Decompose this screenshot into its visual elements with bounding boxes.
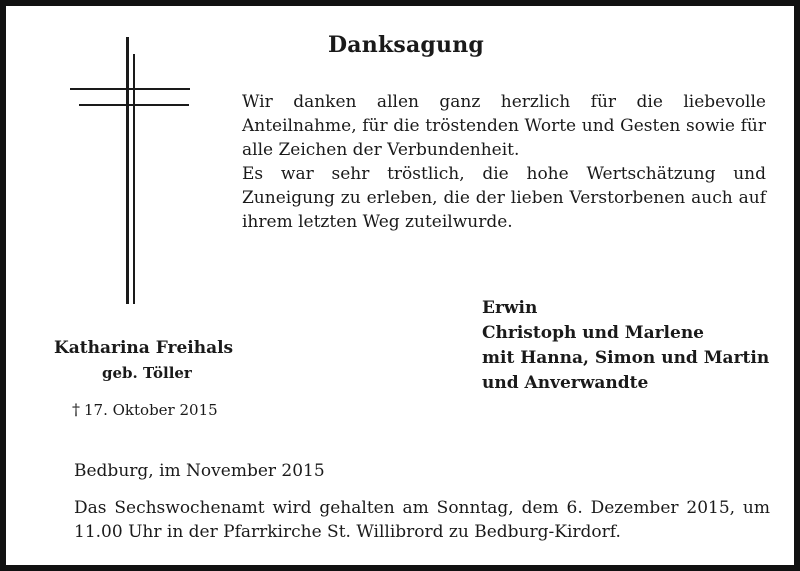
cross-vertical-bar-thin	[133, 54, 135, 304]
death-date: 17. Oktober 2015	[84, 401, 218, 419]
notice-title: Danksagung	[328, 32, 484, 58]
signer-line: Erwin	[482, 298, 538, 318]
cross-vertical-bar	[126, 37, 129, 304]
signer-line: Christoph und Marlene	[482, 323, 704, 343]
thanks-paragraph-2: Es war sehr tröstlich, die hohe Wertschätzung und Zuneigung zu erleben, die der lieben Verstorbenen auch auf ihrem letzten Weg zuteilwurde.	[242, 164, 766, 232]
cross-horizontal-bar	[70, 88, 190, 90]
mass-info: Das Sechswochenamt wird gehalten am Sonntag, dem 6. Dezember 2015, um 11.00 Uhr in der Pfarrkirche St. Willibrord zu Bedburg-Kirdorf.	[74, 498, 770, 542]
signer-line: mit Hanna, Simon und Martin	[482, 348, 770, 368]
dagger-icon: †	[72, 400, 80, 419]
cross-horizontal-bar-lower	[79, 104, 189, 106]
place-date: Bedburg, im November 2015	[74, 461, 325, 481]
signer-line: und Anverwandte	[482, 373, 649, 393]
deceased-birth-name: geb. Töller	[102, 364, 192, 382]
thanks-paragraph-1: Wir danken allen ganz herzlich für die liebevolle Anteilnahme, für die tröstenden Worte und Gesten sowie für alle Zeichen der Verbundenheit.	[242, 92, 766, 160]
thanks-text	[242, 90, 766, 234]
deceased-name: Katharina Freihals	[54, 338, 234, 358]
signers-block	[482, 296, 782, 396]
death-date-line	[72, 400, 262, 419]
